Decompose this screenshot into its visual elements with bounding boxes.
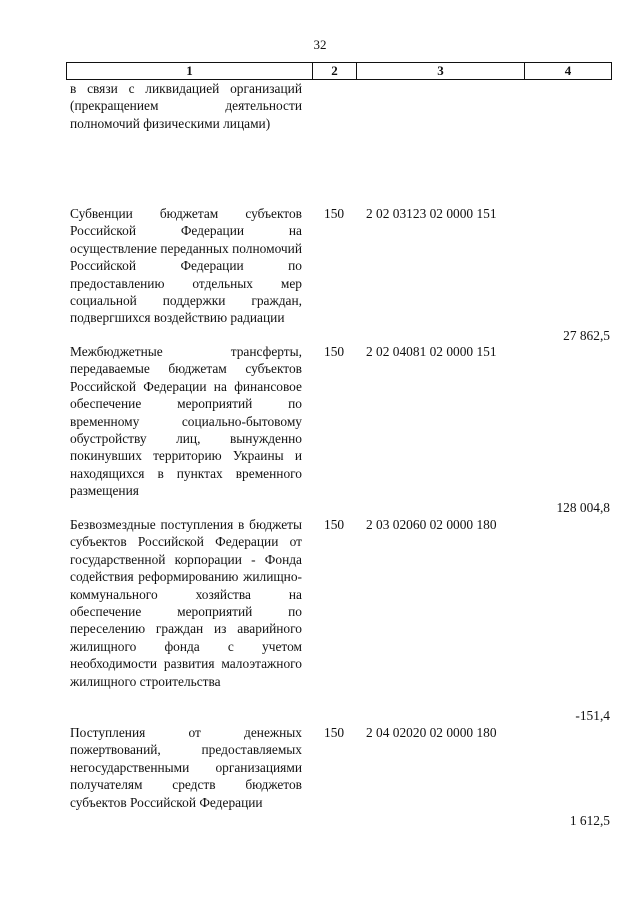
row-code: 150 [324, 725, 345, 740]
page-number: 32 [313, 37, 327, 52]
header-col-4: 4 [564, 63, 572, 78]
table-row [70, 516, 610, 723]
table-row [70, 724, 610, 828]
row-description: Межбюджетные трансферты, передаваемые бюджетам субъектов Российской Федерации на финансовое обеспечение мероприятий по временному социально-бытовому обустройству лиц, вынужденно покинувших территорию Украины и находящихся в пунктах временного размещения [70, 344, 302, 499]
row-kbk: 2 04 02020 02 0000 180 [366, 725, 497, 740]
row-amount: 1 612,5 [569, 813, 610, 828]
row-kbk: 2 03 02060 02 0000 180 [366, 517, 497, 532]
row-amount: 27 862,5 [563, 328, 610, 343]
table-header [66, 62, 612, 80]
header-col-2: 2 [313, 63, 357, 79]
row-amount: 128 004,8 [556, 500, 610, 515]
table-row [70, 80, 610, 132]
row-code: 150 [324, 344, 345, 359]
row-description: в связи с ликвидацией организаций (прекращением деятельности полномочий физическими лицами) [70, 81, 302, 131]
header-col-1: 1 [67, 63, 313, 79]
header-col-3: 3 [357, 63, 525, 79]
row-description: Субвенции бюджетам субъектов Российской Федерации на осуществление переданных полномочий Российской Федерации по предоставлению отдельных мер социальной поддержки граждан, подвергшихся воздействию радиации [70, 206, 302, 326]
row-kbk: 2 02 03123 02 0000 151 [366, 206, 497, 221]
table-row [70, 205, 610, 343]
row-kbk: 2 02 04081 02 0000 151 [366, 344, 497, 359]
row-code: 150 [324, 517, 345, 532]
row-description: Поступления от денежных пожертвований, предоставляемых негосударственными организациями получателям средств бюджетов субъектов Российской Федерации [70, 725, 302, 810]
row-amount: -151,4 [575, 708, 610, 723]
table-row [70, 343, 610, 515]
row-description: Безвозмездные поступления в бюджеты субъектов Российской Федерации от государственной корпорации - Фонда содействия реформированию жилищно-коммунального хозяйства на обеспечение мероприятий по переселению граждан из аварийного жилищного фонда с учетом необходимости развития малоэтажного жилищного строительства [70, 517, 302, 689]
row-code: 150 [324, 206, 345, 221]
